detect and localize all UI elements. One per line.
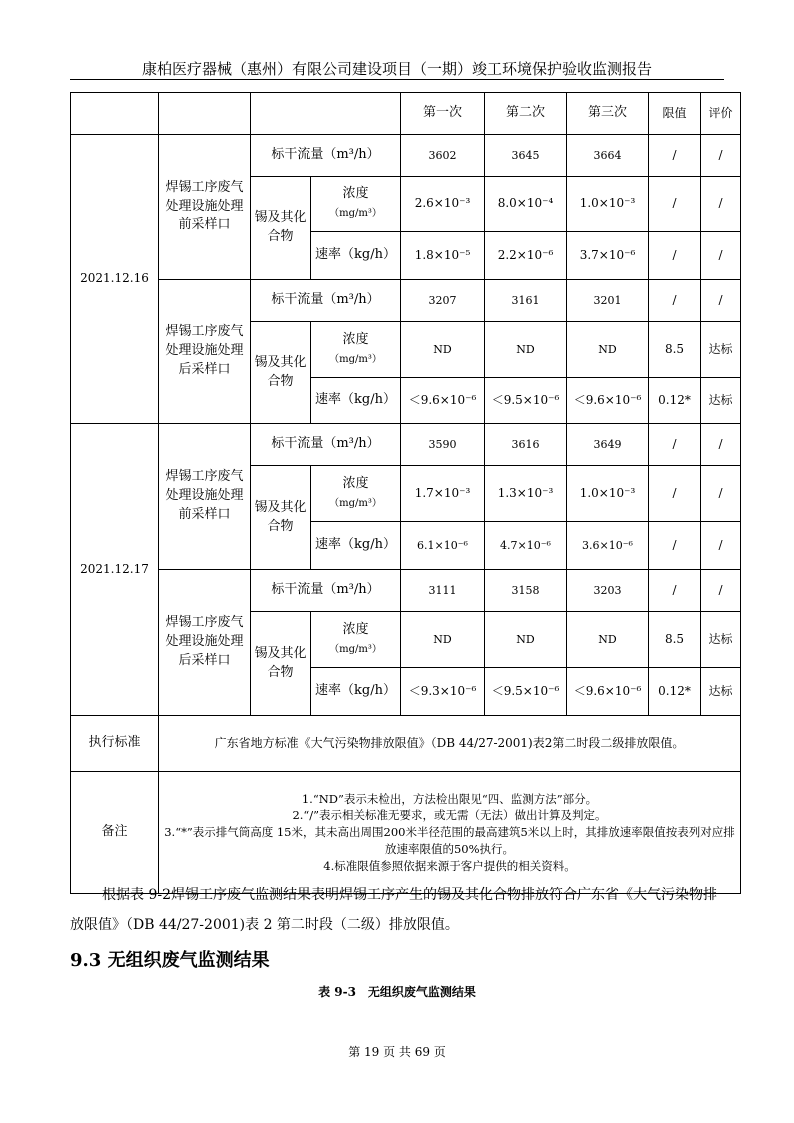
rate-eval: 达标 — [701, 668, 741, 716]
header-empty-2 — [159, 93, 251, 135]
conc-unit: （mg/m³） — [329, 208, 382, 219]
flow-value: 3161 — [485, 280, 567, 322]
rate-limit: 0.12* — [649, 378, 701, 424]
rate-value: ＜9.5×10⁻⁶ — [485, 378, 567, 424]
rate-label: 速率（kg/h） — [311, 378, 401, 424]
rate-value: 3.7×10⁻⁶ — [567, 232, 649, 280]
conc-eval: / — [701, 177, 741, 232]
note-item: 2.“/”表示相关标准无要求，或无需（无法）做出计算及判定。 — [292, 808, 607, 823]
conc-value: ND — [401, 322, 485, 378]
rate-label: 速率（kg/h） — [311, 668, 401, 716]
location-cell: 焊锡工序废气处理设施处理后采样口 — [159, 280, 251, 424]
header-empty-1 — [71, 93, 159, 135]
flow-value: 3616 — [485, 424, 567, 466]
conc-label — [311, 466, 401, 522]
rate-label: 速率（kg/h） — [311, 522, 401, 570]
rate-value: ＜9.6×10⁻⁶ — [567, 668, 649, 716]
flow-value: 3602 — [401, 135, 485, 177]
flow-value: 3158 — [485, 570, 567, 612]
table-caption: 表 9-3 无组织废气监测结果 — [318, 985, 476, 999]
flow-eval: / — [701, 424, 741, 466]
standard-row — [71, 716, 741, 772]
col-header-first: 第一次 — [401, 93, 485, 135]
flow-limit: / — [649, 570, 701, 612]
rate-value: 6.1×10⁻⁶ — [401, 522, 485, 570]
conc-unit: （mg/m³） — [329, 353, 382, 365]
conc-label-text: 浓度 — [342, 475, 369, 491]
rate-value: 2.2×10⁻⁶ — [485, 232, 567, 280]
flow-value: 3207 — [401, 280, 485, 322]
section-title: 9.3 无组织废气监测结果 — [70, 950, 270, 971]
flow-eval: / — [701, 280, 741, 322]
table-header-row — [71, 93, 741, 135]
date-cell: 2021.12.16 — [71, 135, 159, 424]
conc-limit: / — [649, 177, 701, 232]
note-item: 3.“*”表示排气筒高度 15米，其未高出周围200米半径范围的最高建筑5米以上时，其排放速率限值按表列对应排放速率限值的50%执行。 — [164, 825, 735, 856]
table-row — [71, 280, 741, 322]
col-header-eval: 评价 — [701, 93, 741, 135]
flow-label: 标干流量（m³/h） — [251, 570, 401, 612]
standard-label: 执行标准 — [71, 716, 159, 772]
note-item: 4.标准限值参照依据来源于客户提供的相关资料。 — [323, 858, 576, 873]
table-row — [71, 424, 741, 466]
page-footer: 第 19 页 共 69 页 — [348, 1045, 446, 1059]
conc-unit: （mg/m³） — [329, 497, 382, 509]
notes-cell — [159, 772, 741, 894]
conc-unit: （mg/m³） — [329, 643, 382, 655]
notes-label: 备注 — [71, 772, 159, 894]
exhaust-monitoring-table — [70, 92, 741, 894]
conc-limit: 8.5 — [649, 322, 701, 378]
rate-value: ＜9.3×10⁻⁶ — [401, 668, 485, 716]
table-row — [71, 570, 741, 612]
flow-value: 3645 — [485, 135, 567, 177]
conc-eval: 达标 — [701, 612, 741, 668]
conc-value: 1.0×10⁻³ — [567, 466, 649, 522]
pollutant-label: 锡及其化合物 — [251, 322, 311, 424]
flow-limit: / — [649, 135, 701, 177]
conc-label — [311, 612, 401, 668]
flow-value: 3203 — [567, 570, 649, 612]
rate-eval: / — [701, 522, 741, 570]
flow-value: 3201 — [567, 280, 649, 322]
col-header-third: 第三次 — [567, 93, 649, 135]
flow-label: 标干流量（m³/h） — [251, 280, 401, 322]
col-header-limit: 限值 — [649, 93, 701, 135]
col-header-second: 第二次 — [485, 93, 567, 135]
conc-value: ND — [567, 322, 649, 378]
conc-value: 2.6×10⁻³ — [401, 177, 485, 232]
rate-limit: 0.12* — [649, 668, 701, 716]
conc-eval: / — [701, 466, 741, 522]
pollutant-label: 锡及其化合物 — [251, 466, 311, 570]
flow-label: 标干流量（m³/h） — [251, 135, 401, 177]
conc-value: 1.7×10⁻³ — [401, 466, 485, 522]
rate-eval: 达标 — [701, 378, 741, 424]
table-row — [71, 135, 741, 177]
pollutant-label: 锡及其化合物 — [251, 177, 311, 280]
conc-limit: / — [649, 466, 701, 522]
rate-label: 速率（kg/h） — [311, 232, 401, 280]
report-header-title: 康柏医疗器械（惠州）有限公司建设项目（一期）竣工环境保护验收监测报告 — [141, 60, 652, 78]
rate-limit: / — [649, 232, 701, 280]
conc-value: 8.0×10⁻⁴ — [485, 177, 567, 232]
flow-value: 3590 — [401, 424, 485, 466]
location-cell: 焊锡工序废气处理设施处理后采样口 — [159, 570, 251, 716]
header-rule — [70, 79, 724, 80]
flow-eval: / — [701, 570, 741, 612]
conc-label — [311, 322, 401, 378]
note-item: 1.“ND”表示未检出，方法检出限见“四、监测方法”部分。 — [301, 791, 598, 806]
conc-label — [311, 177, 401, 232]
rate-value: 3.6×10⁻⁶ — [567, 522, 649, 570]
conc-value: ND — [567, 612, 649, 668]
date-cell: 2021.12.17 — [71, 424, 159, 716]
rate-value: 1.8×10⁻⁵ — [401, 232, 485, 280]
conc-label-text: 浓度 — [342, 186, 369, 202]
flow-eval: / — [701, 135, 741, 177]
flow-value: 3664 — [567, 135, 649, 177]
rate-value: ＜9.6×10⁻⁶ — [401, 378, 485, 424]
rate-value: ＜9.5×10⁻⁶ — [485, 668, 567, 716]
conc-limit: 8.5 — [649, 612, 701, 668]
rate-value: ＜9.6×10⁻⁶ — [567, 378, 649, 424]
notes-row — [71, 772, 741, 894]
conc-value: 1.3×10⁻³ — [485, 466, 567, 522]
rate-eval: / — [701, 232, 741, 280]
header-empty-3 — [251, 93, 401, 135]
pollutant-label: 锡及其化合物 — [251, 612, 311, 716]
conc-label-text: 浓度 — [342, 621, 369, 637]
flow-limit: / — [649, 280, 701, 322]
conc-value: ND — [485, 322, 567, 378]
location-cell: 焊锡工序废气处理设施处理前采样口 — [159, 135, 251, 280]
standard-text: 广东省地方标准《大气污染物排放限值》（DB 44/27-2001)表2第二时段二级排放限值。 — [159, 716, 741, 772]
conclusion-paragraph: 根据表 9-2焊锡工序废气监测结果表明焊锡工序产生的锡及其化合物排放符合广东省《大气污染物排放限值》（DB 44/27-2001)表 2 第二时段（二级）排放限值。 — [70, 887, 717, 933]
conc-value: 1.0×10⁻³ — [567, 177, 649, 232]
conc-eval: 达标 — [701, 322, 741, 378]
conc-value: ND — [401, 612, 485, 668]
flow-limit: / — [649, 424, 701, 466]
conc-label-text: 浓度 — [342, 331, 369, 347]
conc-value: ND — [485, 612, 567, 668]
flow-label: 标干流量（m³/h） — [251, 424, 401, 466]
location-cell: 焊锡工序废气处理设施处理前采样口 — [159, 424, 251, 570]
flow-value: 3111 — [401, 570, 485, 612]
flow-value: 3649 — [567, 424, 649, 466]
rate-value: 4.7×10⁻⁶ — [485, 522, 567, 570]
rate-limit: / — [649, 522, 701, 570]
